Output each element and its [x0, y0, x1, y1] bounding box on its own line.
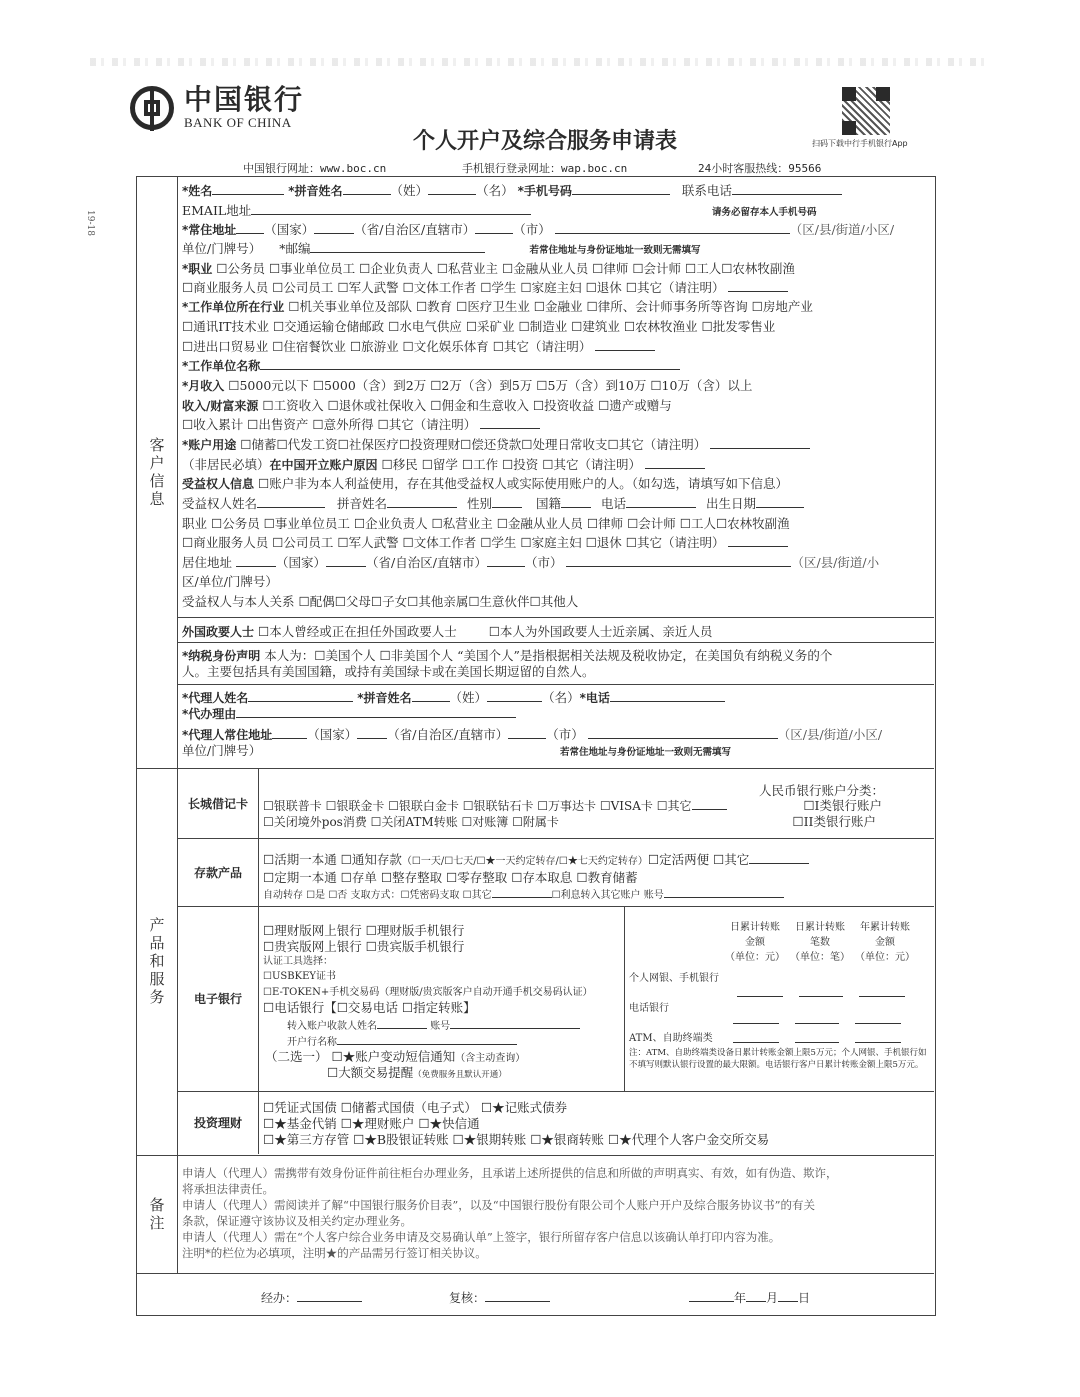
agent-province-label: （省/自治区/直辖市） [387, 727, 509, 742]
margin-code: 19-18 [85, 210, 95, 236]
occupation-options[interactable]: ☐公务员 ☐事业单位员工 ☐企业负责人 ☐私营业主 ☐金融从业人员 ☐律师 ☐会计师 ☐工人☐农林牧副渔 [216, 261, 795, 276]
pinyin-surname-field[interactable] [343, 182, 391, 195]
nonresident-prefix: （非居民必填） [182, 457, 270, 472]
ben-birth-field[interactable] [756, 495, 804, 508]
deposit-options-1c[interactable]: ☐定活两便 ☐其它 [647, 852, 750, 867]
agent-district-field[interactable] [588, 726, 778, 739]
industry-options[interactable]: ☐机关事业单位及部队 ☐教育 ☐医疗卫生业 ☐金融业 ☐律所、会计师事务所等咨询 ☐房地产业 [288, 299, 813, 314]
mobile-label: *手机号码 [517, 184, 572, 198]
employer-field[interactable] [260, 357, 680, 370]
investment-options-2[interactable]: ☐★基金代销 ☐★理财账户 ☐★快信通 [263, 1116, 480, 1131]
ben-occupation-options-2[interactable]: ☐商业服务人员 ☐公司员工 ☐军人武警 ☐文体工作者 ☐学生 ☐家庭主妇 ☐退休 ☐其它（请注明） [182, 535, 725, 550]
usbkey-checkbox[interactable]: ☐USBKEY证书 [263, 971, 336, 982]
limit-row-phone: 电话银行 [629, 1003, 669, 1014]
ebanking-options [259, 906, 934, 1092]
auto-rollover-options[interactable]: 自动转存 ☐是 ☐否 支取方式：☐凭密码支取 ☐其它 [263, 890, 492, 901]
payee-name-field[interactable] [377, 1016, 427, 1029]
agent-reason-field[interactable] [236, 705, 516, 718]
limit-atm-fields[interactable] [733, 1030, 901, 1046]
deposit-other-field[interactable] [749, 851, 809, 864]
mobile-note: 请务必留存本人手机号码 [712, 207, 817, 218]
limit-row-online: 个人网银、手机银行 [629, 973, 719, 984]
ben-country-field[interactable] [236, 554, 276, 567]
ben-province-field[interactable] [326, 554, 366, 567]
postcode-label: *邮编 [279, 241, 311, 256]
withdraw-other-field[interactable] [492, 885, 552, 898]
ben-pinyin-field[interactable] [387, 495, 457, 508]
wealth-options-2[interactable]: ☐收入累计 ☐出售资产 ☐意外所得 ☐其它（请注明） [182, 417, 477, 432]
remark-line-1: 申请人（代理人）需携带有效身份证件前往柜台办理业务，且承诺上述所提供的信息和所做的声明真实、有效，如有伪造、欺诈， [182, 1166, 838, 1180]
day-field[interactable] [778, 1289, 798, 1302]
debit-card-label [178, 769, 259, 839]
form-title: 个人开户及综合服务申请表 [412, 129, 677, 154]
limit-col2-line3: （单位：笔） [790, 952, 850, 963]
postcode-field[interactable] [310, 240, 485, 253]
occupation-other-field[interactable] [728, 279, 788, 292]
address-label: *常住地址 [182, 223, 237, 237]
remark-line-3: 申请人（代理人）需阅读并了解“中国银行服务价目表”，以及“中国银行股份有限公司个人账户开户及综合服务协议书”的有关 [182, 1198, 816, 1212]
agent-unit-label: 单位/门牌号） [182, 743, 262, 758]
limit-row-atm: ATM、自助终端类 [629, 1033, 713, 1044]
application-form [136, 176, 936, 1316]
surname-label: （姓） [390, 183, 429, 198]
email-label: EMAIL地址 [182, 203, 252, 218]
month-field[interactable] [746, 1289, 766, 1302]
address-note: 若常住地址与身份证地址一致则无需填写 [529, 245, 701, 256]
payee-account-field[interactable] [450, 1016, 580, 1029]
reviewer-field[interactable] [485, 1289, 550, 1302]
qr-code-icon [842, 87, 890, 135]
year-field[interactable] [689, 1289, 734, 1302]
payee-account-label: 账号 [430, 1021, 451, 1032]
interest-transfer-checkbox[interactable]: ☐利息转入其它账户 账号 [551, 890, 664, 901]
ben-country-label: （国家） [276, 555, 327, 570]
ben-district-field[interactable] [566, 554, 791, 567]
large-alert-checkbox[interactable]: ☐大额交易提醒 [327, 1065, 414, 1080]
beneficiary-label: 受益权人信息 [182, 477, 255, 491]
investment-title: 投资理财 [193, 1116, 242, 1130]
phone-field[interactable] [732, 182, 842, 195]
ben-unit-label: 区/单位/门牌号） [182, 574, 278, 589]
deposit-options-2[interactable]: ☐定期一本通 ☐存单 ☐整存整取 ☐零存整取 ☐存本取息 ☐教育储蓄 [263, 870, 638, 885]
country-label: （国家） [264, 222, 315, 237]
products-section [137, 769, 934, 1156]
logo-chinese: 中国银行 [184, 83, 305, 116]
customer-info-section [137, 177, 934, 769]
ben-city-label: （市） [524, 555, 563, 570]
agent-phone-field[interactable] [610, 689, 725, 702]
ben-gender-field[interactable] [492, 495, 522, 508]
province-label: （省/自治区/直辖市） [354, 222, 476, 237]
payee-bank-field[interactable] [337, 1032, 517, 1045]
ebanking-wealth-options[interactable]: ☐理财版网上银行 ☐理财版手机银行 [263, 923, 465, 938]
industry-options-3[interactable]: ☐进出口贸易业 ☐住宿餐饮业 ☐旅游业 ☐文化娱乐体育 ☐其它（请注明） [182, 339, 592, 354]
date-field [689, 1289, 810, 1306]
agent-given-label: （名） [542, 690, 580, 705]
phone-label: 联系电话 [681, 183, 732, 198]
ben-address-label: 居住地址 [182, 555, 233, 570]
agent-country-label: （国家） [307, 727, 358, 742]
card-service-options[interactable]: ☐关闭境外pos消费 ☐关闭ATM转账 ☐对账簿 ☐附属卡 [263, 815, 559, 829]
ben-nationality-field[interactable] [561, 495, 591, 508]
month-label: 月 [766, 1291, 779, 1305]
limit-online-fields[interactable] [737, 984, 905, 1000]
card-other-field[interactable] [692, 797, 727, 810]
wealth-label: 收入/财富来源 [182, 399, 259, 413]
name-label: *姓名 [182, 184, 213, 198]
district-label: （区/县/街道/小区/ [789, 222, 895, 237]
notice-deposit-options[interactable]: （☐一天/☐七天/☐★一天约定转存/☐★七天约定转存） [401, 856, 648, 867]
section-label: 产品和服务 [147, 917, 166, 1007]
transfer-limits [625, 906, 934, 1091]
day-label: 日 [798, 1291, 811, 1305]
agent-province-field[interactable] [357, 726, 387, 739]
occupation-options-2[interactable]: ☐商业服务人员 ☐公司员工 ☐军人武警 ☐文体工作者 ☐学生 ☐家庭主妇 ☐退休 ☐其它（请注明） [182, 280, 725, 295]
handler-label: 经办： [261, 1291, 298, 1305]
industry-options-2[interactable]: ☐通讯IT技术业 ☐交通运输仓储邮政 ☐水电气供应 ☐采矿业 ☐制造业 ☐建筑业 ☐农林牧渔业 ☐批发零售业 [182, 319, 776, 334]
wealth-other-field[interactable] [480, 416, 540, 429]
ben-occupation-other-field[interactable] [728, 534, 788, 547]
tax-label: *纳税身份声明 [182, 649, 261, 663]
agent-surname-label: （姓） [449, 690, 488, 705]
debit-card-title: 长城借记卡 [187, 797, 248, 811]
ben-name-field[interactable] [257, 495, 325, 508]
purpose-options[interactable]: ☐储蓄☐代发工资☐社保医疗☐投资理财☐偿还贷款☐处理日常收支☐其它（请注明） [240, 437, 707, 452]
agent-pinyin-label: *拼音姓名 [357, 691, 412, 705]
ben-name-label: 受益权人姓名 [182, 496, 258, 511]
city-field[interactable] [475, 221, 513, 234]
nonresident-options[interactable]: ☐移民 ☐留学 ☐工作 ☐投资 ☐其它（请注明） [381, 457, 641, 472]
qr-caption: 扫码下载中行手机银行App [812, 139, 908, 148]
deposit-options-1[interactable]: ☐活期一本通 ☐通知存款 [263, 852, 402, 867]
ben-relation-options[interactable]: ☐配偶☐父母☐子女☐其他亲属☐生意伙伴☐其他人 [298, 594, 579, 609]
ben-relation-label: 受益权人与本人关系 [182, 594, 295, 609]
deposit-label [178, 838, 259, 907]
class-1-account-checkbox[interactable]: ☐I类银行账户 [803, 798, 882, 813]
limit-phone-fields[interactable] [733, 1011, 901, 1027]
ben-gender-label: 性别 [467, 496, 493, 511]
deposit-title: 存款产品 [193, 865, 242, 880]
pep-option-self[interactable]: ☐本人曾经或正在担任外国政要人士 [258, 624, 457, 639]
section-label: 客户信息 [147, 436, 166, 509]
city-label: （市） [513, 222, 551, 237]
ben-pinyin-label: 拼音姓名 [337, 496, 388, 511]
investment-options-1[interactable]: ☐凭证式国债 ☐储蓄式国债（电子式） ☐★记账式债券 [263, 1100, 568, 1115]
investment-label [178, 1091, 259, 1154]
website: 中国银行网址：www.boc.cn [243, 162, 387, 175]
unit-label: 单位/门牌号） [182, 241, 262, 256]
payee-name-label: 转入账户收款人姓名 [287, 1021, 377, 1032]
ben-district-label: （区/县/街道/小 [791, 555, 880, 570]
scan-artifact [90, 58, 990, 66]
wealth-options[interactable]: ☐工资收入 ☐退休或社保收入 ☐佣金和生意收入 ☐投资收益 ☐遗产或赠与 [262, 398, 672, 413]
investment-options-3[interactable]: ☐★第三方存管 ☐★B股银证转账 ☐★银期转账 ☐★银商转账 ☐★代理个人客户金交所交易 [263, 1132, 770, 1147]
ebanking-title: 电子银行 [193, 992, 242, 1006]
name-field[interactable] [212, 182, 284, 195]
remark-line-6: 注明*的栏位为必填项，注明★的产品需另行签订相关协议。 [182, 1246, 487, 1260]
choose-one-label: （二选一） [265, 1049, 328, 1064]
limit-col2-line1: 日累计转账 [795, 922, 845, 933]
investment-options [259, 1091, 934, 1154]
account-class-title: 人民币银行账户分类： [758, 783, 884, 798]
large-alert-note: （免费服务且默认开通） [413, 1070, 507, 1080]
agent-surname-field[interactable] [412, 689, 450, 702]
class-2-account-checkbox[interactable]: ☐II类银行账户 [792, 814, 876, 829]
sms-note: （含主动查询） [455, 1053, 526, 1064]
ebanking-label [178, 906, 259, 1092]
remark-line-2: 将承担法律责任。 [182, 1182, 274, 1196]
given-label: （名） [476, 183, 514, 198]
handler-signature [261, 1289, 362, 1306]
remarks-section [137, 1156, 934, 1274]
nonresident-label: 在中国开立账户原因 [269, 458, 378, 472]
handler-field[interactable] [297, 1289, 362, 1302]
limit-col3-line3: （单位：元） [855, 952, 915, 963]
remark-line-5: 申请人（代理人）需在“个人客户综合业务申请及交易确认单”上签字，银行所留存客户信息以该确认单打印内容为准。 [182, 1230, 781, 1244]
ben-phone-field[interactable] [626, 495, 696, 508]
agent-phone-label: *电话 [579, 691, 610, 705]
etoken-checkbox[interactable]: ☐E-TOKEN+手机交易码（理财版/贵宾版客户自动开通手机交易码认证） [263, 987, 593, 998]
limit-note: 注：ATM、自助终端类设备日累计转账金额上限5万元；个人网银、手机银行如不填写则默认银行设置的最大限额。电话银行客户日累计转账金额上限5万元。 [629, 1048, 927, 1070]
industry-other-field[interactable] [595, 338, 655, 351]
employer-label: *工作单位名称 [182, 359, 261, 373]
pep-label: 外国政要人士 [182, 625, 255, 639]
beneficiary-checkbox[interactable]: ☐账户非为本人利益使用，存在其他受益权人或实际使用账户的人。（如勾选，请填写如下信息） [258, 476, 788, 491]
logo-english: BANK OF CHINA [184, 115, 292, 130]
ben-city-field[interactable] [487, 554, 525, 567]
reviewer-label: 复核： [449, 1291, 486, 1305]
remark-line-4: 条款，保证遵守该协议及相关约定办理业务。 [182, 1214, 412, 1228]
industry-label: *工作单位所在行业 [182, 300, 285, 314]
district-field[interactable] [555, 221, 790, 234]
ben-phone-label: 电话 [601, 496, 627, 511]
ben-occupation-label: 职业 [182, 516, 208, 531]
agent-city-field[interactable] [508, 726, 546, 739]
agent-address-label: *代理人常住地址 [182, 728, 273, 742]
auth-tool-title: 认证工具选择： [263, 956, 333, 967]
agent-given-field[interactable] [487, 689, 542, 702]
limit-col1-line1: 日累计转账 [730, 922, 780, 933]
reviewer-signature [449, 1289, 550, 1306]
limit-col2-line2: 笔数 [810, 937, 830, 948]
card-type-options[interactable]: ☐银联普卡 ☐银联金卡 ☐银联白金卡 ☐银联钻石卡 ☐万事达卡 ☐VISA卡 ☐其它 [263, 799, 692, 813]
agent-name-field[interactable] [248, 689, 353, 702]
debit-card-options [259, 769, 934, 839]
mobile-field[interactable] [572, 182, 670, 195]
occupation-label: *职业 [182, 262, 213, 276]
agent-city-label: （市） [546, 727, 584, 742]
purpose-other-field[interactable] [710, 436, 810, 449]
hotline: 24小时客服热线：95566 [698, 162, 822, 175]
pinyin-given-field[interactable] [428, 182, 476, 195]
ebanking-vip-options[interactable]: ☐贵宾版网上银行 ☐贵宾版手机银行 [263, 939, 465, 954]
email-field[interactable] [251, 202, 531, 215]
section-label: 备注 [147, 1196, 166, 1233]
interest-account-field[interactable] [664, 885, 784, 898]
agent-name-label: *代理人姓名 [182, 691, 249, 705]
ben-province-label: （省/自治区/直辖市） [366, 555, 487, 570]
sms-notice-checkbox[interactable]: ☐★账户变动短信通知 [331, 1049, 456, 1064]
agent-district-label: （区/县/街道/小区/ [777, 727, 883, 742]
payee-bank-label: 开户行名称 [287, 1037, 337, 1048]
ben-nationality-label: 国籍 [536, 496, 562, 511]
phone-banking-checkbox[interactable]: ☐电话银行【☐交易电话 ☐指定转账】 [263, 1000, 476, 1015]
deposit-options [259, 838, 934, 907]
ben-birth-label: 出生日期 [706, 496, 757, 511]
income-label: *月收入 [182, 379, 225, 393]
limit-col3-line1: 年累计转账 [860, 922, 910, 933]
mobile-site: 手机银行登录网址：wap.boc.cn [462, 162, 628, 175]
limit-col3-line2: 金额 [875, 937, 895, 948]
tax-definition: 人。主要包括具有美国国籍，或持有美国绿卡或在美国长期逗留的自然人。 [182, 664, 595, 679]
pep-option-relative[interactable]: ☐本人为外国政要人士近亲属、亲近人员 [488, 624, 713, 639]
pinyin-label: *拼音姓名 [288, 184, 343, 198]
limit-col1-line3: （单位：元） [725, 952, 785, 963]
agent-reason-label: *代办理由 [182, 707, 237, 721]
purpose-label: *账户用途 [182, 438, 237, 452]
ben-occupation-options[interactable]: ☐公务员 ☐事业单位员工 ☐企业负责人 ☐私营业主 ☐金融从业人员 ☐律师 ☐会计师 ☐工人☐农林牧副渔 [211, 516, 790, 531]
income-options[interactable]: ☐5000元以下 ☐5000（含）到2万 ☐2万（含）到5万 ☐5万（含）到10万 ☐10万（含）以上 [228, 378, 753, 393]
country-field[interactable] [236, 221, 264, 234]
province-field[interactable] [314, 221, 354, 234]
agent-address-note: 若常住地址与身份证地址一致则无需填写 [560, 747, 732, 758]
limit-col1-line2: 金额 [745, 937, 765, 948]
agent-country-field[interactable] [272, 726, 307, 739]
tax-options[interactable]: 本人为：☐美国个人 ☐非美国个人 “美国个人”是指根据相关法规及税收协定，在美国负有纳税义务的个 [264, 648, 833, 663]
nonresident-other-field[interactable] [645, 456, 705, 469]
year-label: 年 [734, 1291, 747, 1305]
